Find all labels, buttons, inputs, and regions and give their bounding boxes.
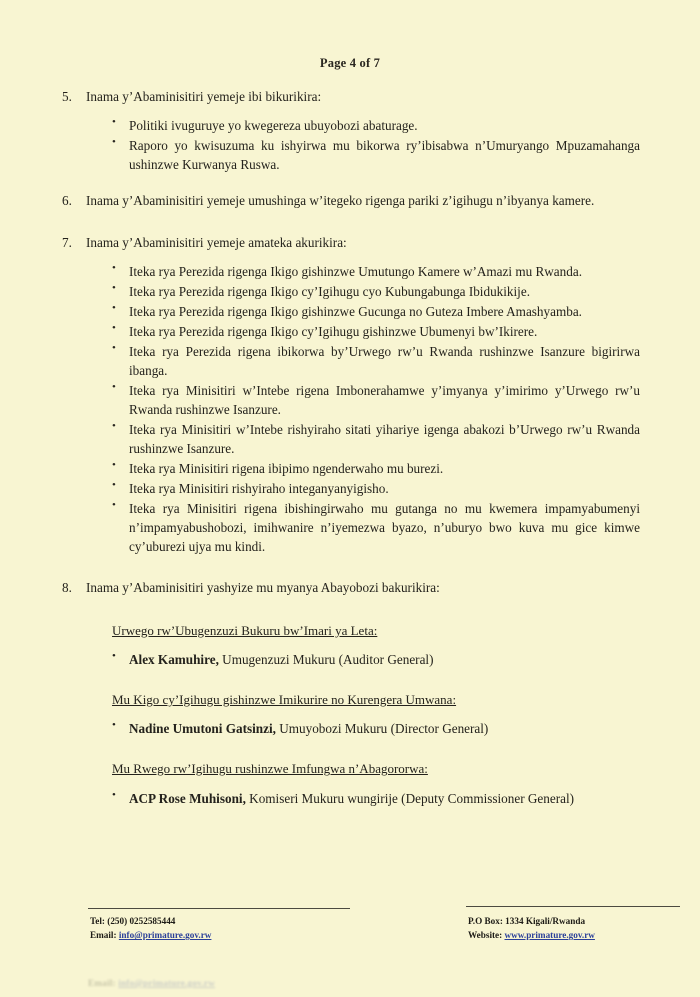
ghost-email-link: info@primature.gov.rw: [118, 978, 216, 988]
list-item: [112, 650, 640, 669]
list-item: • Iteka rya Perezida rigena ibikorwa by’Urwego rw’u Rwanda rushinzwe Isanzure bigirirwa ibanga.: [112, 342, 640, 380]
document-body: [62, 88, 640, 808]
person-name: Nadine Umutoni Gatsinzi,: [129, 721, 276, 737]
item-number: 6.: [62, 192, 72, 208]
appointment-list: [62, 719, 640, 738]
item-text: Inama y’Abaminisitiri yemeje amateka akurikira:: [86, 235, 347, 251]
footer-contact-right: [468, 914, 595, 943]
item-number: 8.: [62, 580, 72, 596]
footer-telephone: Tel: (250) 0252585444: [90, 916, 176, 926]
list-item: • Iteka rya Perezida rigenga Ikigo gishinzwe Umutungo Kamere w’Amazi mu Rwanda.: [112, 262, 640, 281]
list-item: • Iteka rya Minisitiri w’Intebe rishyiraho sitati yihariye igenga abakozi b’Urwego rw’u Rwanda rushinzwe Isanzure.: [112, 420, 640, 458]
page-footer: [0, 902, 700, 954]
list-item: [112, 789, 640, 808]
list-item: • Politiki ivuguruye yo kwegereza ubuyobozi abaturage.: [112, 116, 640, 135]
footer-website-label: Website:: [468, 930, 505, 941]
footer-email-label: Email:: [90, 930, 119, 941]
list-item: • Raporo yo kwisuzuma ku ishyirwa mu bikorwa ry’ibisabwa n’Umuryango Mpuzamahanga ushinzwe Kurwanya Ruswa.: [112, 136, 640, 174]
footer-website-line: [468, 928, 595, 942]
numbered-item-5: [62, 88, 640, 107]
bullet-list-7: [62, 262, 640, 556]
numbered-item-6: [62, 192, 640, 211]
appointment-heading: Mu Kigo cy’Igihugu gishinzwe Imikurire no Kurengera Umwana:: [112, 692, 457, 708]
list-item: [112, 719, 640, 738]
person-name: Alex Kamuhire,: [129, 652, 219, 668]
item-text: Inama y’Abaminisitiri yemeje ibi bikurikira:: [86, 89, 322, 104]
list-item: • Iteka rya Minisitiri rigena ibishingirwaho mu gutanga no mu kwemera impamyabumenyi n’impamyabushobozi, imihwanire n’iyemezwa byazo, n’uburyo bwo kuva mu gice kimwe cy’uburezi ujya mu kindi.: [112, 499, 640, 556]
footer-divider-right: [466, 906, 680, 907]
scan-artifact-email-ghost: [88, 978, 215, 988]
numbered-item-8: [62, 579, 640, 598]
footer-email-line: [90, 928, 211, 942]
item-number: 5.: [62, 89, 72, 104]
ghost-email-label: Email:: [88, 978, 119, 988]
item-text: Inama y’Abaminisitiri yemeje umushinga w’itegeko rigenga pariki z’igihugu n’ibyanya kamere.: [86, 192, 595, 208]
footer-email-link[interactable]: info@primature.gov.rw: [118, 930, 212, 941]
list-item: • Iteka rya Minisitiri w’Intebe rigena Imbonerahamwe y’imyanya y’imirimo y’Urwego rw’u Rwanda rushinzwe Isanzure.: [112, 381, 640, 419]
footer-divider-left: [88, 908, 350, 909]
item-number: 7.: [62, 235, 72, 251]
footer-pobox: P.O Box: 1334 Kigali/Rwanda: [468, 916, 586, 926]
item-text: Inama y’Abaminisitiri yashyize mu myanya Abayobozi bakurikira:: [86, 580, 440, 596]
person-title: Komiseri Mukuru wungirije (Deputy Commissioner General): [245, 790, 575, 806]
list-item: • Iteka rya Perezida rigenga Ikigo gishinzwe Gucunga no Guteza Imbere Amashyamba.: [112, 302, 640, 321]
person-title: Umuyobozi Mukuru (Director General): [275, 721, 489, 737]
list-item: • Iteka rya Minisitiri rigena ibipimo ngenderwaho mu burezi.: [112, 459, 640, 478]
appointment-heading: Urwego rw’Ubugenzuzi Bukuru bw’Imari ya Leta:: [112, 622, 378, 638]
appointment-heading: Mu Rwego rw’Igihugu rushinzwe Imfungwa n’Abagororwa:: [112, 761, 428, 777]
page-number-header: Page 4 of 7: [319, 56, 381, 70]
footer-contact-left: [90, 914, 211, 943]
footer-website-link[interactable]: www.primature.gov.rw: [504, 930, 595, 941]
person-title: Umugenzuzi Mukuru (Auditor General): [218, 652, 434, 668]
list-item: • Iteka rya Perezida rigenga Ikigo cy’Igihugu gishinzwe Ubumenyi bw’Ikirere.: [112, 322, 640, 341]
appointment-list: [62, 650, 640, 669]
numbered-item-7: [62, 234, 640, 253]
appointment-list: [62, 789, 640, 808]
person-name: ACP Rose Muhisoni,: [129, 790, 246, 806]
bullet-list-5: [62, 116, 640, 174]
list-item: • Iteka rya Perezida rigenga Ikigo cy’Igihugu cyo Kubungabunga Ibidukikije.: [112, 282, 640, 301]
list-item: • Iteka rya Minisitiri rishyiraho integanyanyigisho.: [112, 479, 640, 498]
